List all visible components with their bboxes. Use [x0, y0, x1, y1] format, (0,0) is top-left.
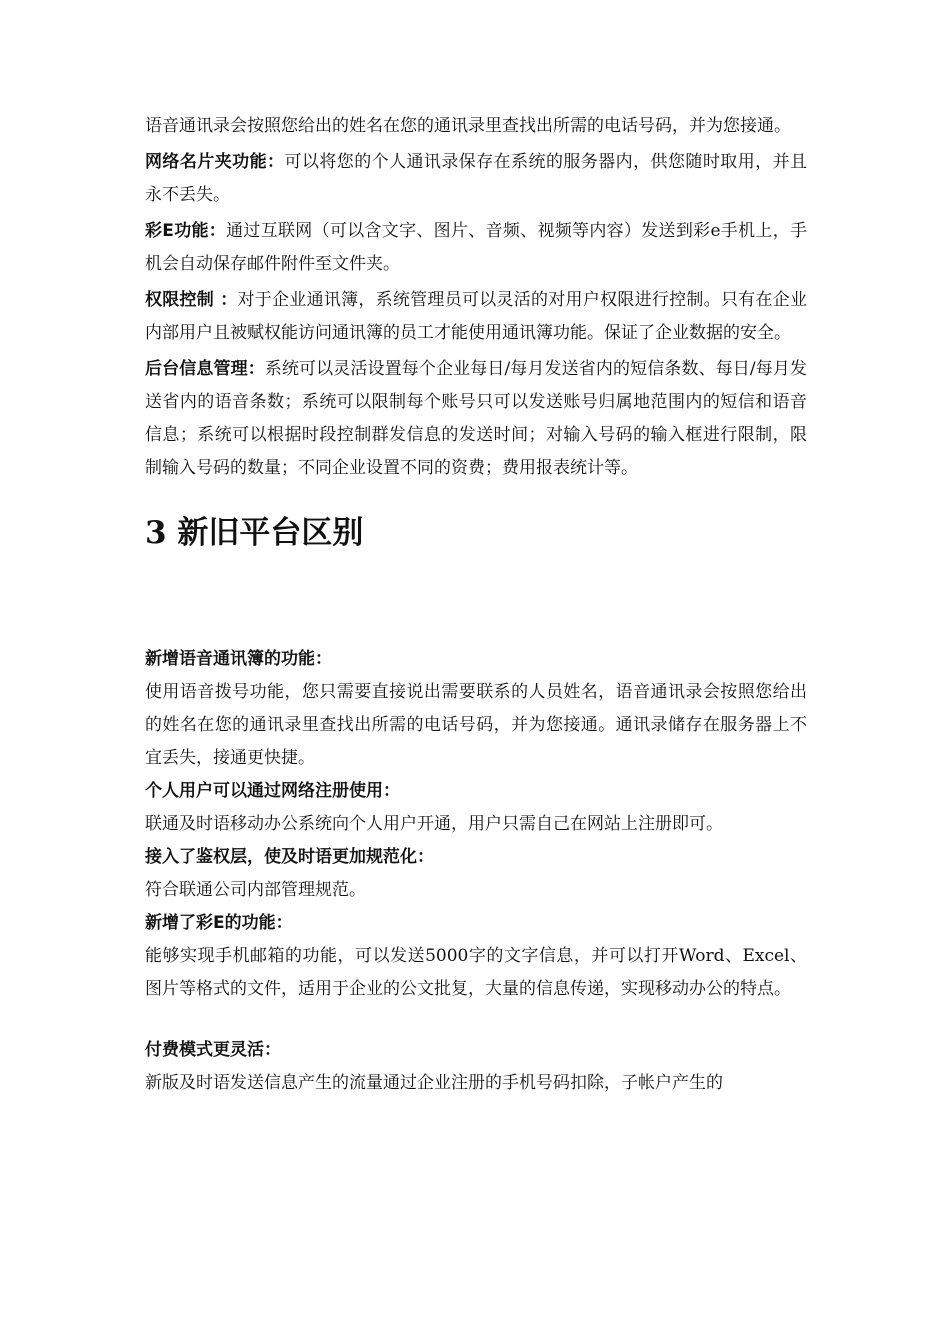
paragraph-backend-management [145, 353, 807, 485]
item-text-personal-register: 联通及时语移动办公系统向个人用户开通，用户只需自己在网站上注册即可。 [145, 814, 723, 834]
item-text-caie-function: 能够实现手机邮箱的功能，可以发送5000字的文字信息，并可以打开Word、Excel、图片等格式的文件，适用于企业的公文批复，大量的信息传递，实现移动办公的特点。 [145, 946, 807, 999]
item-text-auth-layer: 符合联通公司内部管理规范。 [145, 880, 366, 900]
paragraph-caie [145, 215, 807, 281]
text-permission-control: 对于企业通讯簿，系统管理员可以灵活的对用户权限进行控制。只有在企业内部用户且被赋权能访问通讯簿的员工才能使用通讯簿功能。保证了企业数据的安全。 [145, 290, 808, 343]
heading-spacer [145, 553, 807, 643]
item-title-personal-register: 个人用户可以通过网络注册使用： [145, 781, 400, 801]
section-heading: 3 新旧平台区别 [145, 515, 364, 551]
item-title-payment-mode: 付费模式更灵活： [145, 1040, 281, 1060]
term-caie: 彩E功能： [145, 221, 227, 241]
paragraph-voice-directory: 语音通讯录会按照您给出的姓名在您的通讯录里查找出所需的电话号码，并为您接通。 [145, 116, 791, 136]
text-backend-management: 系统可以灵活设置每个企业每日/每月发送省内的短信条数、每日/每月发送省内的语音条数；系统可以限制每个账号只可以发送账号归属地范围内的短信和语音信息；系统可以根据时段控制群发信息的发送时间；对输入号码的输入框进行限制，限制输入号码的数量；不同企业设置不同的资费；费用报表统计等。 [145, 359, 807, 478]
document-page [145, 110, 807, 1100]
paragraph-spacer [145, 1006, 807, 1034]
paragraph-network-card-folder [145, 146, 807, 212]
text-network-card-folder: 可以将您的个人通讯录保存在系统的服务器内，供您随时取用，并且永不丢失。 [145, 152, 808, 205]
term-permission-control: 权限控制 ： [145, 290, 238, 310]
item-title-voice-book: 新增语音通讯簿的功能： [145, 649, 332, 669]
item-text-voice-book: 使用语音拨号功能，您只需要直接说出需要联系的人员姓名，语音通讯录会按照您给出的姓名在您的通讯录里查找出所需的电话号码，并为您接通。通讯录储存在服务器上不宜丢失，接通更快捷。 [145, 682, 807, 768]
item-text-payment-mode: 新版及时语发送信息产生的流量通过企业注册的手机号码扣除，子帐户产生的 [145, 1073, 723, 1093]
text-caie: 通过互联网（可以含文字、图片、音频、视频等内容）发送到彩e手机上，手机会自动保存邮件附件至文件夹。 [145, 221, 807, 274]
item-title-auth-layer: 接入了鉴权层，使及时语更加规范化： [145, 847, 434, 867]
term-backend-management: 后台信息管理： [145, 359, 265, 379]
term-network-card-folder: 网络名片夹功能： [145, 152, 285, 172]
item-title-caie-function: 新增了彩E的功能： [145, 913, 293, 933]
paragraph-permission-control [145, 284, 807, 350]
